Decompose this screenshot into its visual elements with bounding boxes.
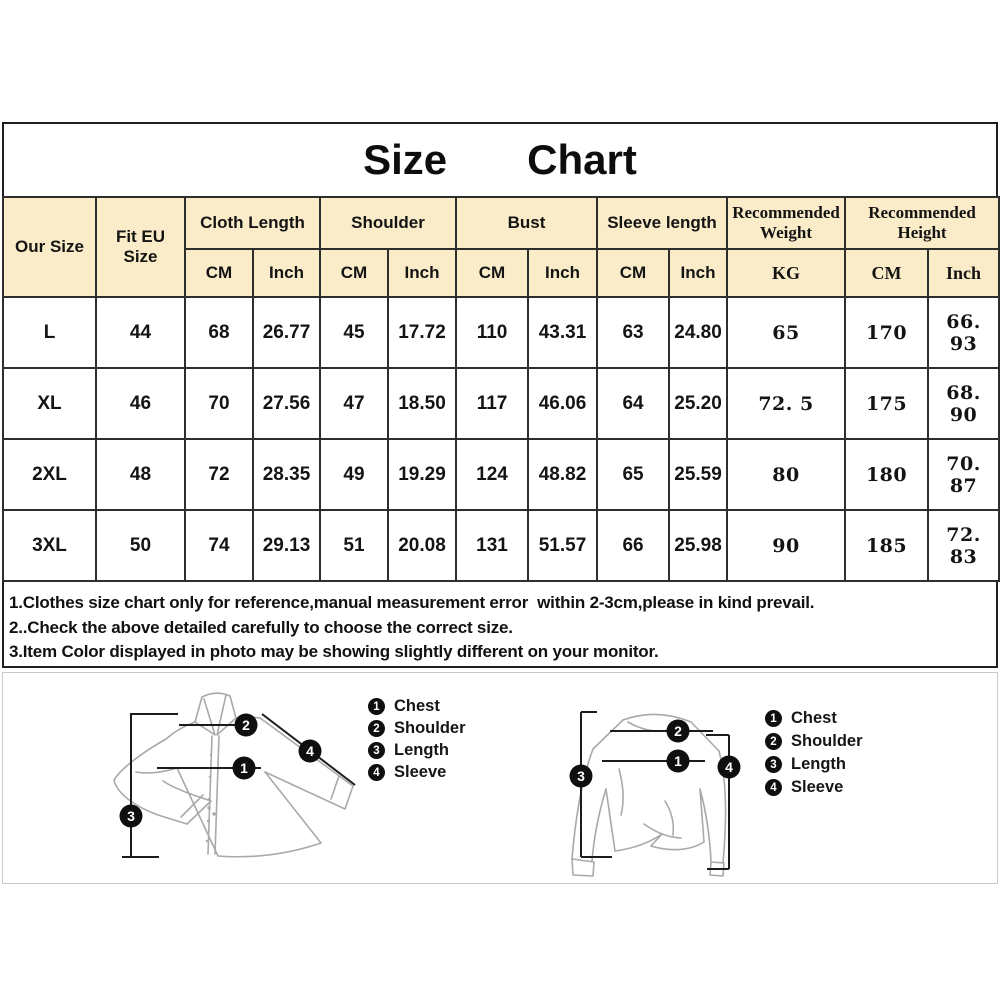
right-legend [765,710,863,796]
unit-shoulder-cm: CM [320,249,388,297]
header-cloth-length: Cloth Length [185,197,320,249]
cell-sleeve-cm: 64 [597,368,669,439]
cell-eu-size: 48 [96,439,185,510]
legend-label: Shoulder [791,732,863,750]
cell-bust-cm: 117 [456,368,528,439]
shirt-left-cuff [163,781,211,824]
shirt-left-cuff-band [181,795,203,817]
cell-bust-inch: 48.82 [528,439,597,510]
header-recommended-weight: Recommended Weight [727,197,845,249]
cell-size: 2XL [3,439,96,510]
unit-height-cm: CM [845,249,928,297]
header-sleeve-length: Sleeve length [597,197,727,249]
svg-text:2: 2 [242,717,250,733]
cell-shoulder-inch: 17.72 [388,297,456,368]
cell-cloth-inch: 28.35 [253,439,320,510]
cell-sleeve-cm: 65 [597,439,669,510]
sweater-hem [615,834,704,851]
cell-bust-inch: 46.06 [528,368,597,439]
svg-text:1: 1 [240,760,248,776]
legend-label: Shoulder [394,719,466,737]
cell-sleeve-inch: 25.59 [669,439,727,510]
cell-height-inch: 68. 90 [928,368,999,439]
note-line-1: 1.Clothes size chart only for reference,manual measurement error within 2-3cm,please in kind prevail. [9,593,815,612]
placket-button [210,754,212,756]
cell-size: L [3,297,96,368]
cell-height-inch: 72. 83 [928,510,999,581]
cell-eu-size: 44 [96,297,185,368]
cell-size: XL [3,368,96,439]
cuff-button [212,812,215,815]
cell-sleeve-cm: 66 [597,510,669,581]
unit-cloth-cm: CM [185,249,253,297]
cell-cloth-inch: 29.13 [253,510,320,581]
legend-number-icon: 4 [765,779,782,796]
shirt-collar [195,693,236,722]
shirt-collar-left-flap [195,699,215,735]
sweater-wrinkle [665,801,673,835]
legend-item-chest [368,698,466,715]
cell-weight-kg: 65 [727,297,845,368]
legend-number-icon: 4 [368,764,385,781]
cell-bust-cm: 131 [456,510,528,581]
note-line-3: 3.Item Color displayed in photo may be showing slightly different on your monitor. [9,642,659,661]
cell-shoulder-cm: 45 [320,297,388,368]
legend-label: Chest [791,709,837,727]
shirt-placket-right [215,736,219,854]
svg-text:3: 3 [127,808,135,824]
cell-weight-kg: 80 [727,439,845,510]
cell-sleeve-inch: 25.20 [669,368,727,439]
cell-bust-cm: 124 [456,439,528,510]
cell-sleeve-cm: 63 [597,297,669,368]
header-bust: Bust [456,197,597,249]
svg-text:4: 4 [725,759,733,775]
shirt-collar-right-flap [217,695,236,735]
page-title [2,122,998,196]
sweater-sketch [572,714,726,876]
placket-button [207,820,209,822]
title-word-size: Size [363,136,448,183]
legend-item-sleeve [368,764,466,781]
cell-shoulder-inch: 19.29 [388,439,456,510]
legend-number-icon: 2 [368,720,385,737]
legend-item-chest [765,710,863,727]
unit-sleeve-inch: Inch [669,249,727,297]
shirt-placket-left [208,736,212,854]
sweater-left-cuff [572,859,594,876]
legend-item-length [368,742,466,759]
header-shoulder: Shoulder [320,197,456,249]
legend-label: Length [791,755,846,773]
dress-shirt-sketch [114,693,353,857]
placket-button [208,798,210,800]
cell-cloth-cm: 70 [185,368,253,439]
cell-cloth-inch: 26.77 [253,297,320,368]
legend-label: Sleeve [394,763,447,781]
legend-label: Chest [394,697,440,715]
placket-button [206,840,208,842]
measurement-diagram-section [2,672,998,884]
legend-label: Sleeve [791,778,844,796]
cell-cloth-cm: 68 [185,297,253,368]
legend-number-icon: 1 [765,710,782,727]
cell-cloth-cm: 72 [185,439,253,510]
cell-sleeve-inch: 25.98 [669,510,727,581]
legend-label: Length [394,741,449,759]
legend-number-icon: 1 [368,698,385,715]
cell-weight-kg: 72. 5 [727,368,845,439]
cell-shoulder-inch: 18.50 [388,368,456,439]
notes-section [2,582,998,668]
unit-bust-inch: Inch [528,249,597,297]
legend-number-icon: 2 [765,733,782,750]
cell-bust-inch: 51.57 [528,510,597,581]
header-our-size: Our Size [3,197,96,297]
unit-height-inch: Inch [928,249,999,297]
sweater-left-shoulder [593,720,623,749]
legend-number-icon: 3 [368,742,385,759]
cell-height-cm: 180 [845,439,928,510]
placket-button [209,776,211,778]
shirt-right-sleeve [260,718,353,809]
unit-shoulder-inch: Inch [388,249,456,297]
cell-height-cm: 185 [845,510,928,581]
table-row [3,510,999,581]
cell-height-cm: 175 [845,368,928,439]
sweater-wrinkle [619,769,623,815]
sweater-right-shoulder [691,722,719,751]
legend-item-shoulder [765,733,863,750]
header-fit-eu-size: Fit EU Size [96,197,185,297]
cell-cloth-inch: 27.56 [253,368,320,439]
unit-cloth-inch: Inch [253,249,320,297]
title-word-chart: Chart [527,136,637,183]
cell-sleeve-inch: 24.80 [669,297,727,368]
cell-shoulder-cm: 49 [320,439,388,510]
sweater-left-sleeve-inner [592,789,606,861]
left-legend [368,698,466,781]
sweater-right-sleeve-inner [700,789,711,862]
legend-number-icon: 3 [765,756,782,773]
unit-weight-kg: KG [727,249,845,297]
cell-eu-size: 46 [96,368,185,439]
legend-item-length [765,756,863,773]
cell-eu-size: 50 [96,510,185,581]
unit-bust-cm: CM [456,249,528,297]
cell-bust-cm: 110 [456,297,528,368]
svg-text:2: 2 [674,723,682,739]
legend-item-shoulder [368,720,466,737]
cell-shoulder-cm: 47 [320,368,388,439]
table-row [3,368,999,439]
sweater-body-left [606,789,615,851]
cell-cloth-cm: 74 [185,510,253,581]
cell-shoulder-inch: 20.08 [388,510,456,581]
note-line-2: 2..Check the above detailed carefully to choose the correct size. [9,617,513,637]
cell-height-cm: 170 [845,297,928,368]
cell-shoulder-cm: 51 [320,510,388,581]
cell-bust-inch: 43.31 [528,297,597,368]
shirt-right-cuff-line [331,776,339,799]
table-row [3,439,999,510]
header-recommended-height: Recommended Height [845,197,999,249]
sweater-wrinkle [644,824,681,838]
unit-sleeve-cm: CM [597,249,669,297]
legend-item-sleeve [765,779,863,796]
svg-text:4: 4 [306,743,314,759]
size-chart-sheet [2,122,998,884]
cell-size: 3XL [3,510,96,581]
svg-text:3: 3 [577,768,585,784]
svg-text:1: 1 [674,753,682,769]
size-table [2,196,1000,582]
cell-height-inch: 66. 93 [928,297,999,368]
cell-height-inch: 70. 87 [928,439,999,510]
table-row [3,297,999,368]
cell-weight-kg: 90 [727,510,845,581]
